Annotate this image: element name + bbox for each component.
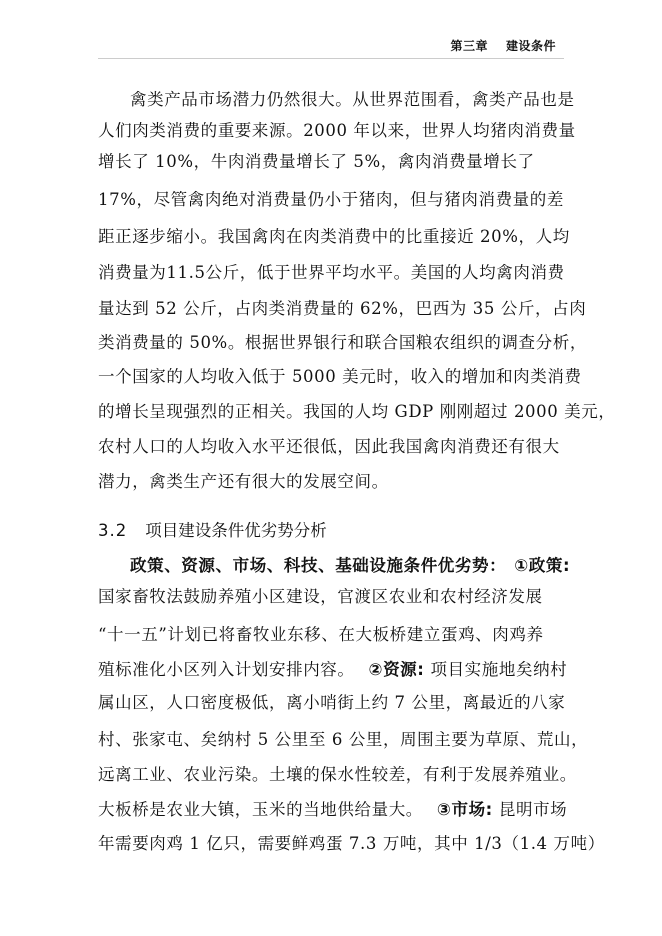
text-line xyxy=(130,556,570,576)
text-span: 殖标准化小区列入计划安排内容。 xyxy=(98,660,355,679)
lead-bold-text: 政策、资源、市场、科技、基础设施条件优劣势： xyxy=(130,556,507,575)
text-line: 属山区，人口密度极低，离小哨街上约 7 公里，离最近的八家 xyxy=(98,693,566,712)
section-number: 3.2 xyxy=(98,521,128,540)
text-span: 昆明市场 xyxy=(498,800,568,819)
text-line: 量达到 52 公斤，占肉类消费量的 62%，巴西为 35 公斤，占肉 xyxy=(98,299,587,318)
section-heading xyxy=(98,521,327,541)
running-header xyxy=(450,37,556,54)
text-line: 增长了 10%，牛肉消费量增长了 5%，禽肉消费量增长了 xyxy=(98,152,535,171)
text-line: 的增长呈现强烈的正相关。我国的人均 GDP 刚刚超过 2000 美元， xyxy=(98,402,616,421)
text-line: 消费量为11.5公斤，低于世界平均水平。美国的人均禽肉消费 xyxy=(98,263,565,282)
resource-label: ②资源: xyxy=(368,660,425,679)
text-line: 一个国家的人均收入低于 5000 美元时，收入的增加和肉类消费 xyxy=(98,367,582,386)
header-rule xyxy=(98,58,564,59)
chapter-title: 建设条件 xyxy=(505,39,556,53)
text-line: 农村人口的人均收入水平还很低，因此我国禽肉消费还有很大 xyxy=(98,437,560,456)
text-line: “十一五”计划已将畜牧业东移、在大板桥建立蛋鸡、肉鸡养 xyxy=(98,625,544,644)
text-line: 远离工业、农业污染。土壤的保水性较差，有利于发展养殖业。 xyxy=(98,765,577,784)
market-label: ③市场: xyxy=(436,800,493,819)
text-line: 类消费量的 50%。根据世界银行和联合国粮农组织的调查分析， xyxy=(98,333,587,352)
text-line: 17%，尽管禽肉绝对消费量仍小于猪肉，但与猪肉消费量的差 xyxy=(98,190,564,209)
text-line: 人们肉类消费的重要来源。2000 年以来，世界人均猪肉消费量 xyxy=(98,121,576,140)
text-line: 禽类产品市场潜力仍然很大。从世界范围看，禽类产品也是 xyxy=(130,90,575,109)
text-line: 国家畜牧法鼓励养殖小区建设，官渡区农业和农村经济发展 xyxy=(98,587,543,606)
text-span: 大板桥是农业大镇，玉米的当地供给量大。 xyxy=(98,800,423,819)
text-line: 潜力，禽类生产还有很大的发展空间。 xyxy=(98,472,389,491)
text-span: 项目实施地矣纳村 xyxy=(430,660,568,679)
chapter-label: 第三章 xyxy=(450,39,488,53)
text-line: 年需要肉鸡 1 亿只，需要鲜鸡蛋 7.3 万吨，其中 1/3（1.4 万吨） xyxy=(98,834,605,853)
text-line: 距正逐步缩小。我国禽肉在肉类消费中的比重接近 20%，人均 xyxy=(98,227,570,246)
policy-label: ①政策: xyxy=(514,556,571,575)
text-line xyxy=(98,660,567,680)
text-line: 村、张家屯、矣纳村 5 公里至 6 公里，周围主要为草原、荒山， xyxy=(98,730,589,749)
text-line xyxy=(98,800,567,820)
section-title: 项目建设条件优劣势分析 xyxy=(145,521,327,540)
